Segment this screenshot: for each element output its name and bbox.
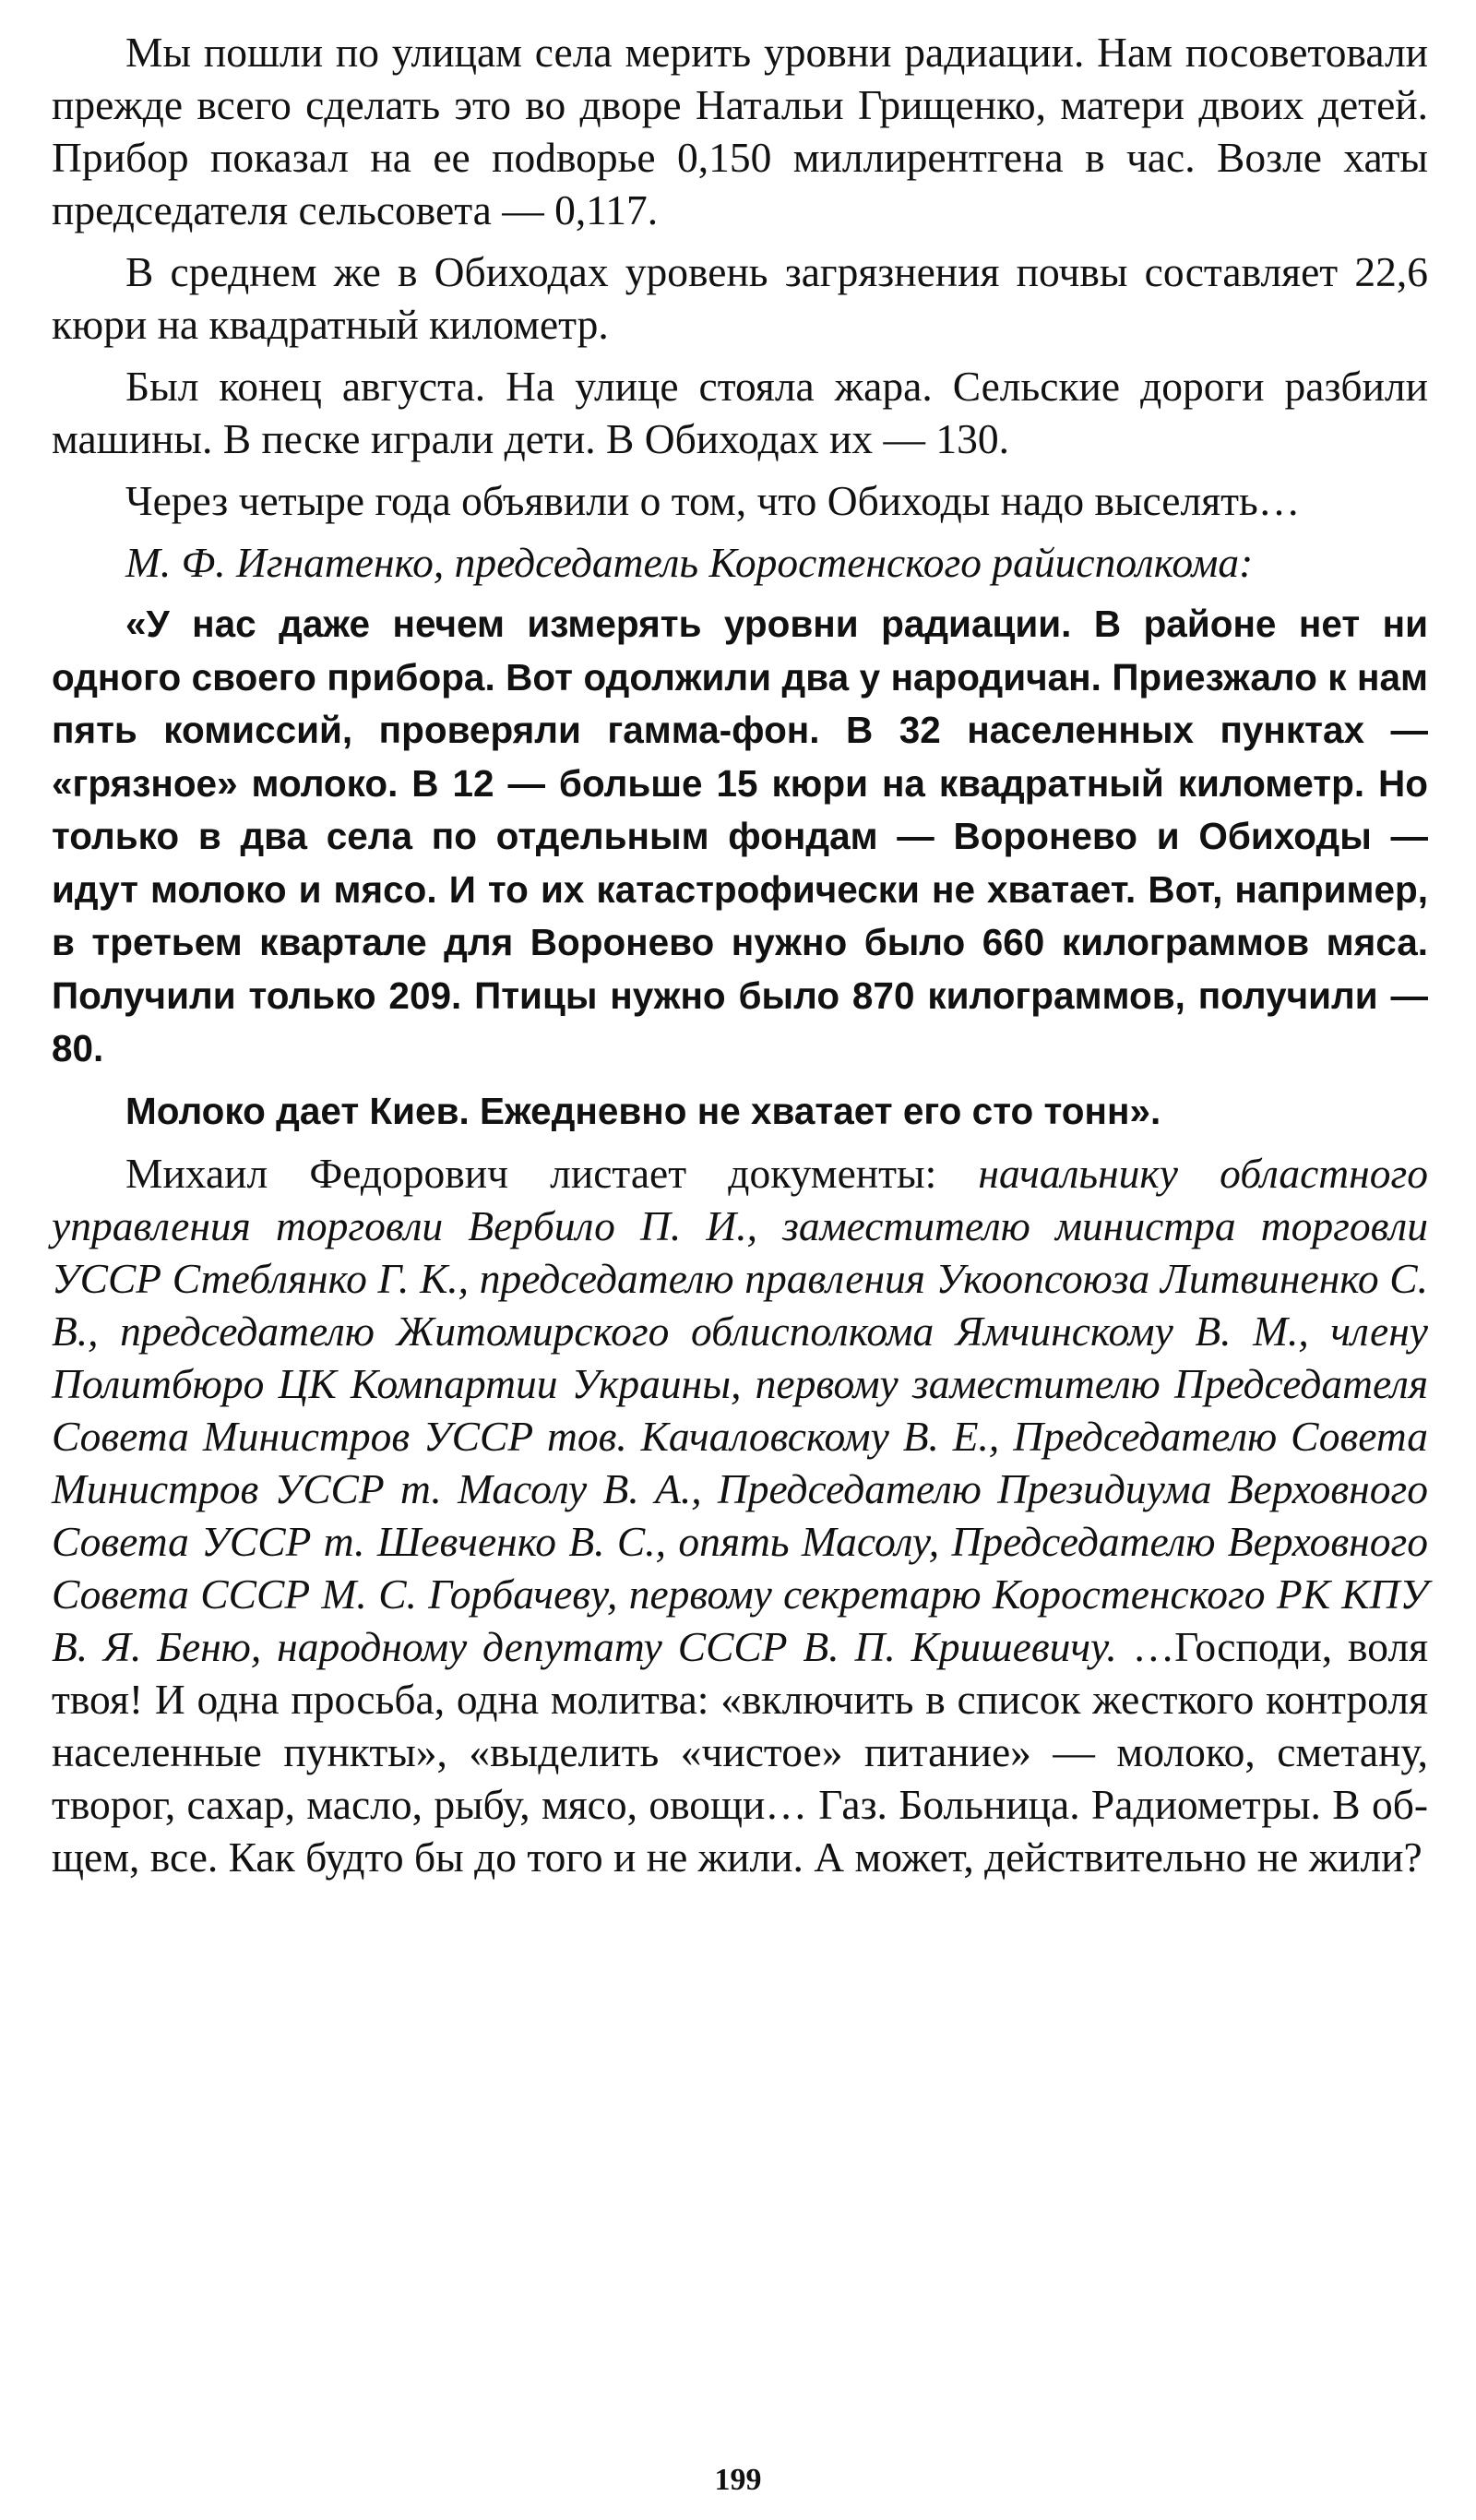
quote-paragraph-measurements: «У нас даже нечем измерять уровни радиации. В районе нет ни одного своего прибора. Вот одолжили два у народичан. Приезжало к нам пять комиссий, проверяли гамма-фон. В 32 населенных пунктах — «грязное» молоко. В 12 — больше 15 кюри на квадратный километр. Но только в два села по отдельным фондам — Воронево и Обиходы — идут молоко и мясо. И то их катастрофически не хватает. Вот, например, в третьем квартале для Воронево нужно было 660 килограммов мяса. Получили только 209. Птицы нужно было 870 килограммов, получили — 80. bbox=[52, 603, 1428, 1069]
speaker-attribution: М. Ф. Игнатенко, председатель Коростенского райисполкома: bbox=[125, 539, 1254, 586]
paragraph-documents bbox=[52, 1147, 1428, 1883]
documents-lead-text: Михаил Федорович листает документы: bbox=[125, 1150, 979, 1197]
paragraph-end-of-august: Был конец августа. На улице стояла жара. Сельские дороги разбили машины. В песке играли дети. В Обиходах их — 130. bbox=[52, 363, 1428, 462]
paragraph-resettlement: Через четыре года объявили о том, что Обиходы надо выселять… bbox=[125, 477, 1301, 524]
paragraph-radiation-measurement: Мы пошли по улицам села мерить уровни радиации. Нам посоветовали прежде всего сделать это во дворе Натальи Грищенко, матери двоих детей. Прибор показал на ее поdворье 0,150 миллирентгена в час. Возле хаты председателя сельсовета — 0,117. bbox=[52, 29, 1428, 233]
quote-paragraph-milk: Молоко дает Киев. Ежедневно не хватает его сто тонн». bbox=[125, 1089, 1161, 1132]
page-number: 199 bbox=[714, 2463, 762, 2497]
documents-closing-text: …Господи, воля твоя! И одна просьба, одна молитва: «включить в список жесткого контроля населенные пункты», «выделить «чистое» питание» — молоко, сметану, творог, сахар, масло, рыбу, мясо, овощи… Газ. Больница. Радиометры. В общем, все. Как будто бы до того и не жили. А может, действительно не жили? bbox=[52, 1623, 1428, 1881]
paragraph-soil-contamination: В среднем же в Обиходах уровень загрязнения почвы составляет 22,6 кюри на квадратный километр. bbox=[52, 248, 1428, 348]
documents-addressee-list: начальнику областного управления торговли Вербило П. И., заместителю министра торговли УССР Стеблянко Г. К., председателю правления Укоопсоюза Литвиненко С. В., председателю Житомирского облисполкома Ямчинскому В. М., члену Политбюро ЦК Компартии Украины, первому заместителю Председателя Совета Министров УССР тов. Качаловскому В. Е., Председателю Совета Министров УССР т. Масолу В. А., Председателю Президиума Верховного Совета УССР т. Шевченко В. С., опять Масолу, Председателю Верховного Совета СССР М. С. Горбачеву, первому секретарю Коростенского РК КПУ В. Я. Беню, народному депутату СССР В. П. Кришевичу. bbox=[52, 1150, 1428, 1670]
book-page bbox=[52, 26, 1428, 1893]
